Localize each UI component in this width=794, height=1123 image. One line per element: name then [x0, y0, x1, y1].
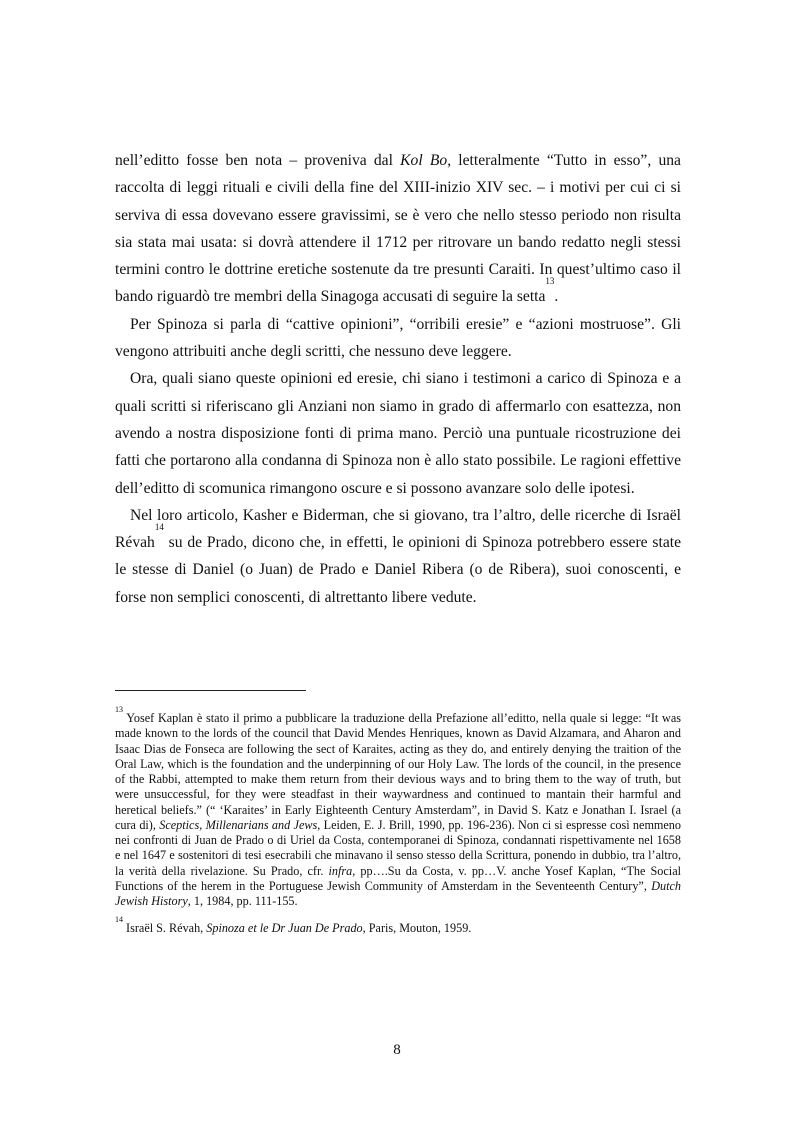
text-run: nell’editto fosse ben nota – proveniva dal [115, 152, 401, 169]
footnote-14 [115, 915, 681, 936]
italic-title: Dutch Jewish History [115, 878, 681, 908]
italic-title: Spinoza et le Dr Juan De Prado [206, 921, 363, 936]
footnotes [115, 705, 681, 949]
italic-word: infra [328, 863, 353, 878]
footnote-ref-14[interactable]: 14 [154, 522, 164, 533]
text-run: Nel loro articolo, Kasher e Biderman, che si giovano, tra l’altro, delle ricerche di Israël Révah [115, 506, 681, 552]
footnote-13 [115, 705, 681, 909]
footnote-ref-13[interactable]: 13 [545, 276, 555, 287]
text-run: , 1, 1984, pp. 111-155. [187, 894, 298, 908]
text-run: Yosef Kaplan è stato il primo a pubblicare la traduzione della Prefazione all’editto, nella quale si legge: “It was made known to the lords of the council that David Mendes Henriques, known as David Alzamara, and Aharon and Isaac Dias de Fonseca are following the sect of Karaites, acting as they do, and entirely denying the traition of the Oral Law, which is the foundation and the underpinning of our Holy Law. The lords of the council, in the presence of the Rabbi, attempted to make them return from their devious ways and to bring them to the way of truth, but were unsuccessful, for they were steadfast in their waywardness and continued to mantain their harmful and heretical beliefs.” (“ ‘Karaites’ in Early Eighteenth Century Amsterdam”, in David S. Katz e Jonathan I. Israel (a cura di), [115, 711, 681, 832]
text-run: . [554, 288, 559, 306]
footnote-marker: 14 [115, 915, 123, 925]
paragraph-2: Per Spinoza si parla di “cattive opinioni”, “orribili eresie” e “azioni mostruose”. Gli vengono attribuiti anche degli scritti, che nessuno deve leggere. [115, 315, 681, 361]
text-run: , letteralmente “Tutto in esso”, una raccolta di leggi rituali e civili della fine del XIII-inizio XIV sec. – i motivi per cui ci si serviva di essa dovevano essere gravissimi, se è vero che nello stesso periodo non risulta sia stata mai usata: si dovrà attendere il 1712 per ritrovare un bando redatto negli stessi termini contro le dottrine eretiche sostenute da tre presunti Caraiti. In quest’ultimo caso il bando riguardò tre membri della Sinagoga accusati di seguire la setta [115, 152, 681, 306]
text-run: , Leiden, E. J. Brill, 1990, pp. 196-236). Non ci si espresse così nemmeno nei confronti di Juan de Prado o di Uriel da Costa, contemporanei di Spinoza, condannati rispettivamente nel 1658 e nel 1647 e sostenitori di tesi esecrabili che minavano il senso stesso della Scrittura, ponendo in dubbio, tra l’altro, la verità della rivelazione. Su Prado, cfr. [115, 817, 681, 878]
text-run: su de Prado, dicono che, in effetti, le opinioni di Spinoza potrebbero essere state le stesse di Daniel (o Juan) de Prado e Daniel Ribera (o de Ribera), suoi conoscenti, e forse non semplici conoscenti, di altrettanto libere vedute. [115, 534, 681, 606]
main-text [115, 147, 681, 611]
page-number: 8 [393, 1042, 401, 1058]
italic-title: Sceptics, Millenarians and Jews [159, 817, 318, 832]
text-run: , pp….Su da Costa, v. pp…V. anche Yosef Kaplan, “The Social Functions of the herem in the Portuguese Jewish Community of Amsterdam in the Seventeenth Century”, [115, 863, 681, 893]
paragraph-4 [115, 502, 681, 611]
italic-title: Kol Bo [400, 152, 448, 169]
footnote-separator [115, 690, 306, 691]
text-run: Israël S. Révah, [123, 921, 207, 936]
text-run: , Paris, Mouton, 1959. [362, 921, 472, 936]
paragraph-3: Ora, quali siano queste opinioni ed eresie, chi siano i testimoni a carico di Spinoza e a quali scritti si riferiscano gli Anziani non siamo in grado di affermarlo con esattezza, non avendo a nostra disposizione fonti di prima mano. Perciò una puntuale ricostruzione dei fatti che portarono alla condanna di Spinoza non è allo stato possibile. Le ragioni effettive dell’editto di scomunica rimangono oscure e si possono avanzare solo delle ipotesi. [115, 370, 681, 497]
paragraph-1 [115, 147, 681, 311]
footnote-marker: 13 [115, 705, 123, 714]
